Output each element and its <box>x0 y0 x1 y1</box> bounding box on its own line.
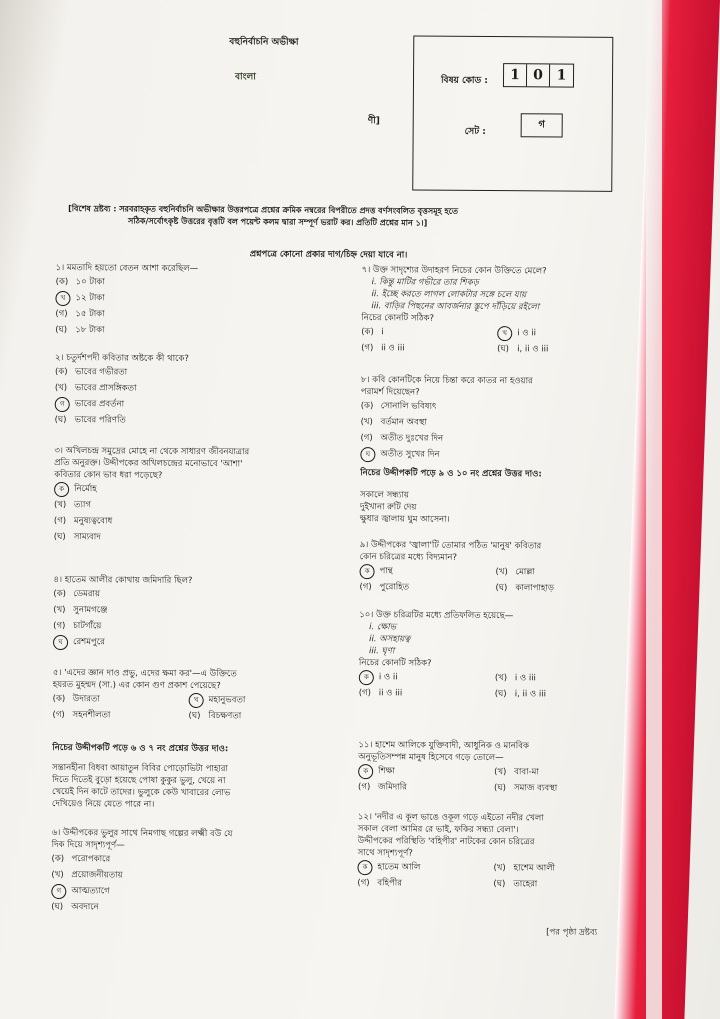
option-letter: (ঘ) <box>53 531 66 542</box>
answer-option[interactable] <box>359 670 489 687</box>
question-stem: ১। মমতাদি হয়তো বেতন আশা করেছিল— <box>55 262 199 274</box>
no-mark-instruction: প্রশ্নপত্রে কোনো প্রকার দাগ/চিহ্ন দেয়া যাবে না। <box>249 249 408 261</box>
subject-code-box <box>412 35 613 191</box>
option-grid <box>361 325 661 359</box>
special-note <box>68 203 608 231</box>
answer-option[interactable] <box>495 581 605 598</box>
question-stem: উদ্দীপকের পরিস্থিতি 'বহিপীর' নাটকের কোন চরিত্রের <box>357 835 535 848</box>
option-text: বিচক্ষণতা <box>208 710 242 722</box>
answer-option[interactable] <box>55 413 355 431</box>
option-text: সাম্যবাদ <box>73 531 101 543</box>
question-block <box>360 490 660 528</box>
option-grid <box>359 670 659 704</box>
option-letter: (ঘ) <box>55 324 68 335</box>
option-text: শিক্ষা <box>378 766 396 777</box>
option-letter: (ক) <box>52 693 66 704</box>
option-text: আত্মত্যাগে <box>71 885 110 897</box>
option-text: পুরোহিত <box>379 582 410 593</box>
question-stem: সন্তানহীনা বিধবা আয়াতুন বিবির পোড়োভিটা পাহারা <box>52 762 228 775</box>
filled-answer-circle: ক <box>359 670 374 685</box>
code-digit: 1 <box>504 64 527 86</box>
question-stem: সকাল বেলা আমির রে ভাই, ফকির সন্ধ্যা বেলা'। <box>357 823 519 836</box>
filled-answer-circle: খ <box>497 326 512 341</box>
option-grid <box>53 692 353 726</box>
question-stem: নিচের উদ্দীপকটি পড়ে ৯ ও ১০ নং প্রশ্নের উত্তর দাও: <box>360 468 542 480</box>
option-letter: (খ) <box>51 869 64 880</box>
option-text: ভাবের প্রবর্তনা <box>74 399 125 410</box>
option-text: সহনশীলতা <box>72 709 111 721</box>
statement-item: iii. বাড়ির পিছনের আবর্জনার স্তূপে দাঁড়িয়ে রইলো <box>371 300 540 313</box>
note-line: [বিশেষ দ্রষ্টব্য : সরবরাহকৃত বহুনির্বাচনি অভীক্ষার উত্তরপত্রে প্রশ্নের ক্রমিক নম্বরের বিপরীতে প্রদত্ত বর্ণসংবলিত বৃত্তসমূহ হতে <box>68 204 459 216</box>
option-letter: (খ) <box>53 499 67 510</box>
option-text: ভাবের গভীরতা <box>74 367 128 378</box>
question-stem: ১০। উক্ত চরিত্রটির মধ্যে প্রতিফলিত হয়েছে— <box>359 610 514 622</box>
option-letter: (ঘ) <box>493 878 506 889</box>
which-correct: নিচের কোনটি সঠিক? <box>361 312 435 324</box>
option-letter: (ক) <box>361 326 374 337</box>
question-stem: ক্ষুধার জ্বালায় ঘুম আসেনা। <box>359 513 450 525</box>
option-letter: (গ) <box>360 432 373 444</box>
answer-option[interactable] <box>493 861 603 878</box>
option-letter: (খ) <box>495 566 508 577</box>
filled-answer-circle: ঘ <box>53 635 68 650</box>
subject-name: বাংলা <box>234 72 256 83</box>
question-block <box>360 375 661 465</box>
option-text: অতীত সুখের দিন <box>380 449 440 460</box>
question-block <box>53 575 354 653</box>
option-letter: (ক) <box>51 853 65 864</box>
option-text: ii ও iii <box>378 687 403 698</box>
option-text: ১২ টাকা <box>75 293 105 304</box>
option-text: i ও ii <box>517 327 537 338</box>
option-text: বাবা-মা <box>514 767 539 778</box>
answer-option[interactable] <box>493 877 603 894</box>
option-text: ভাবের প্রাসঙ্গিকতা <box>74 383 137 394</box>
question-block <box>358 740 658 798</box>
option-text: পান্থ <box>379 566 393 577</box>
option-letter: (ঘ) <box>494 688 507 699</box>
question-block <box>55 263 356 341</box>
question-stem: প্রতি অনুরক্ত। উদ্দীপকের অখিলচন্দ্রের মনোভাবে 'আশা' <box>54 457 243 470</box>
option-text: ডেমরায় <box>73 589 101 600</box>
option-text: জমিদারি <box>378 782 407 793</box>
answer-option[interactable] <box>53 708 183 725</box>
option-letter: (খ) <box>360 416 373 428</box>
answer-option[interactable] <box>358 764 488 781</box>
question-block <box>54 446 355 548</box>
set-value: গ <box>521 113 563 137</box>
answer-option[interactable] <box>359 580 489 597</box>
option-text: i, ii ও iii <box>517 343 549 354</box>
question-stem: ৬। উদ্দীপকের ভুলুর সাথে নিমগাছ গল্পের লক্ষ্মী বউ যে <box>51 827 233 840</box>
option-text: ত্যাগ <box>73 499 91 510</box>
answer-option[interactable] <box>55 323 355 341</box>
next-page-note: [পর পৃষ্ঠা দ্রষ্টব্য <box>546 927 598 938</box>
question-stem: কবিতার কোন ভাব ধরা পড়েছে? <box>54 469 163 481</box>
question-stem: ১২। 'নদীর এ কূল ভাঙে ওকূল গড়ে এইতো নদীর খেলা <box>357 812 544 824</box>
option-text: ১৮ টাকা <box>75 325 105 336</box>
option-text: কালাপাহাড় <box>515 583 554 594</box>
option-text: পরোপকারে <box>71 853 111 865</box>
question-block <box>51 828 352 918</box>
question-stem: ২। চতুর্দশপদী কবিতার অষ্টকে কী থাকে? <box>55 352 189 364</box>
question-stem: ৫। 'এদের জ্ঞান দাও প্রভু, এদের ক্ষমা কর'—এ উক্তিতে <box>52 667 237 680</box>
option-text: সুনামগঞ্জে <box>73 605 108 616</box>
exam-title: বহুনির্বাচনি অভীক্ষা <box>229 37 299 48</box>
statement-item: i. ক্ষোভ <box>369 622 397 633</box>
statement-item: i. কিন্তু মাটির গভীরে তার শিকড় <box>371 277 479 288</box>
answer-option[interactable] <box>361 341 491 358</box>
option-letter: (গ) <box>53 620 66 631</box>
subject-code-digits <box>503 63 574 87</box>
option-text: বর্তমান অবস্থা <box>380 417 427 428</box>
option-text: বহিপীর <box>377 877 402 889</box>
option-letter: (খ) <box>493 862 506 873</box>
option-text: মোল্লা <box>515 567 535 578</box>
option-text: ভাবের পরিণতি <box>74 415 126 426</box>
statement-item: ii. ইচ্ছে করতে লাগল লোকটার সঙ্গে চলে যায় <box>371 288 527 301</box>
question-stem: দিতে দিতেই বুড়ো হয়েছে পোষা কুকুর ভুলু, খেয়ে না <box>52 774 226 787</box>
answer-option[interactable] <box>495 671 605 688</box>
filled-answer-circle: ক <box>357 860 372 875</box>
option-grid <box>358 764 658 798</box>
option-text: হাশেম আলী <box>513 862 556 874</box>
answer-option[interactable] <box>359 686 489 703</box>
question-block <box>52 763 352 813</box>
answer-option[interactable] <box>53 692 183 709</box>
option-text: i <box>381 326 384 337</box>
option-letter: (গ) <box>358 781 371 793</box>
filled-answer-circle: ঘ <box>360 447 375 462</box>
filled-answer-circle: ক <box>54 482 69 497</box>
option-text: সমাজ ব্যবস্থা <box>514 783 558 794</box>
question-stem: দিক দিয়ে সাদৃশ্যপূর্ণ— <box>51 839 125 851</box>
answer-option[interactable] <box>358 780 488 797</box>
option-letter: (ঘ) <box>51 901 64 912</box>
option-letter: (খ) <box>54 382 68 393</box>
option-letter: (ঘ) <box>494 782 506 793</box>
option-text: নির্মোহ <box>74 483 97 494</box>
question-stem: কোন চরিত্রের মধ্যে বিদ্যমান? <box>359 551 458 563</box>
set-label: সেট : <box>464 126 486 137</box>
option-letter: (গ) <box>53 515 67 526</box>
statement-item: iii. ঘৃণা <box>368 645 395 657</box>
question-stem: ৪। হাতেম আলীর কোথায় জমিদারি ছিল? <box>53 574 193 586</box>
option-letter: (গ) <box>361 342 374 353</box>
answer-option[interactable] <box>54 530 354 548</box>
option-text: ১৫ টাকা <box>75 309 105 320</box>
question-stem: সকালে সন্ধ্যায় <box>360 490 409 501</box>
option-text: অবদানে <box>71 901 99 913</box>
answer-option[interactable] <box>494 765 604 782</box>
answer-option[interactable] <box>188 709 298 726</box>
option-letter: (খ) <box>53 604 66 615</box>
filled-answer-circle: খ <box>55 291 70 306</box>
option-text: i ও ii <box>378 671 398 682</box>
question-stem: দুইখানা রুটি দেয় <box>359 501 417 513</box>
question-block <box>359 610 660 704</box>
option-text: ১০ টাকা <box>75 277 105 288</box>
question-stem: সাথে সাদৃশ্যপূর্ণ? <box>357 847 413 859</box>
option-text: ii ও iii <box>381 342 405 353</box>
option-letter: (গ) <box>358 687 371 698</box>
question-block <box>361 265 662 359</box>
question-stem: ৯। উদ্দীপকের 'জ্বালা'টি তোমার পঠিত 'মানুষ' কবিতার <box>359 540 542 552</box>
option-grid <box>357 860 657 894</box>
answer-option[interactable] <box>357 876 487 893</box>
answer-option[interactable] <box>497 342 607 359</box>
option-text: অতীত দুঃখের দিন <box>380 433 444 444</box>
question-stem: পরামর্শ দিয়েছেন? <box>360 386 420 398</box>
subject-code-label: বিষয় কোড : <box>440 75 488 86</box>
exam-sheet <box>27 8 664 1012</box>
option-text: i, ii ও iii <box>514 688 546 699</box>
question-stem: ৮। কবি কোনটিকে নিয়ে চিন্তা করে কাতর না হওয়ার <box>360 375 533 387</box>
question-block <box>357 812 658 894</box>
time-marks: ণী] <box>367 116 380 127</box>
filled-answer-circle: ক <box>358 764 373 779</box>
option-letter: (গ) <box>52 709 65 720</box>
answer-option[interactable] <box>189 693 299 710</box>
answer-option[interactable] <box>496 565 606 582</box>
code-digit: 1 <box>556 67 567 84</box>
answer-option[interactable] <box>360 447 660 465</box>
question-stem: অনুভূতিসম্পন্ন মানুষ হিসেবে গড়ে তোলে— <box>358 751 504 764</box>
question-stem: ১১। হাশেম আলিকে যুক্তিবাদী, আধুনিক ও মানবিক <box>358 740 529 752</box>
question-stem: হযরত মুহম্মদ (সা.) এর কোন গুণ প্রকাশ পেয়েছে? <box>52 679 221 692</box>
option-letter: (ক) <box>53 588 67 599</box>
option-text: হাতেম আলি <box>377 861 421 873</box>
option-text: i ও iii <box>514 672 536 683</box>
which-correct: নিচের কোনটি সঠিক? <box>358 657 432 669</box>
question-block <box>53 668 353 726</box>
answer-option[interactable] <box>53 635 353 653</box>
question-stem: খেয়েই দিন কাটে তাদের। ভুলুকে কেউ খাবারের লোভ <box>51 786 231 798</box>
option-grid <box>359 564 659 598</box>
option-letter: (খ) <box>494 672 508 683</box>
option-text: মনুষ্যত্ববোধ <box>73 515 113 527</box>
answer-option[interactable] <box>494 781 604 798</box>
option-letter: (গ) <box>357 877 370 888</box>
option-text: মহানুভবতা <box>208 694 246 706</box>
option-text: তাহেরা <box>513 878 538 889</box>
option-letter: (গ) <box>359 581 372 593</box>
statement-item: ii. অসহায়ত্ব <box>369 633 411 645</box>
question-block <box>52 743 352 757</box>
question-stem: নিচের উদ্দীপকটি পড়ে ৬ ও ৭ নং প্রশ্নের উত্তর দাও: <box>52 742 229 755</box>
answer-option[interactable] <box>357 860 487 877</box>
option-letter: (ক) <box>360 400 374 412</box>
question-stem: দেখিয়েও নিয়ে যেতে পারে না। <box>51 798 155 810</box>
filled-answer-circle: খ <box>189 693 204 708</box>
option-letter: (ক) <box>55 276 69 287</box>
option-letter: (ঘ) <box>54 414 67 425</box>
option-letter: (ঘ) <box>497 343 510 354</box>
answer-option[interactable] <box>360 564 490 581</box>
note-line: সঠিক/সর্বোৎকৃষ্ট উত্তরের বৃত্তটি বল পয়েন্ট কলম দ্বারা সম্পূর্ণ ভরাট কর। প্রতিটি প্রশ্নের মান ১।] <box>127 216 428 228</box>
option-text: প্রয়োজনীয়তায় <box>71 869 123 881</box>
answer-option[interactable] <box>361 325 491 342</box>
answer-option[interactable] <box>495 687 605 704</box>
option-text: উদারতা <box>72 693 100 705</box>
answer-option[interactable] <box>51 900 351 918</box>
question-stem: ৭। উক্ত সাদৃশ্যের উদাহরণ নিচের কোন উক্তিতে মেলে? <box>361 265 547 277</box>
question-stem: ৩। অখিলচন্দ্র সমুদ্রের মোহে না থেকে সাধারণ জীবনযাত্রার <box>54 445 250 458</box>
question-block <box>360 468 660 482</box>
option-letter: (ক) <box>54 366 68 377</box>
filled-answer-circle: গ <box>55 397 70 412</box>
answer-option[interactable] <box>497 326 607 343</box>
filled-answer-circle: ক <box>360 564 375 579</box>
option-text: সোনালি ভবিষ্যৎ <box>380 401 437 412</box>
option-letter: (গ) <box>55 308 68 319</box>
question-block <box>359 540 659 598</box>
question-block <box>55 353 356 431</box>
option-text: চাটগাঁয়ে <box>73 621 102 632</box>
code-digit: 0 <box>527 64 550 86</box>
filled-answer-circle: গ <box>51 884 66 899</box>
option-letter: (ঘ) <box>188 710 201 721</box>
option-text: রেশমপুরে <box>73 637 105 648</box>
option-letter: (ঘ) <box>495 582 508 593</box>
option-letter: (খ) <box>494 766 507 777</box>
